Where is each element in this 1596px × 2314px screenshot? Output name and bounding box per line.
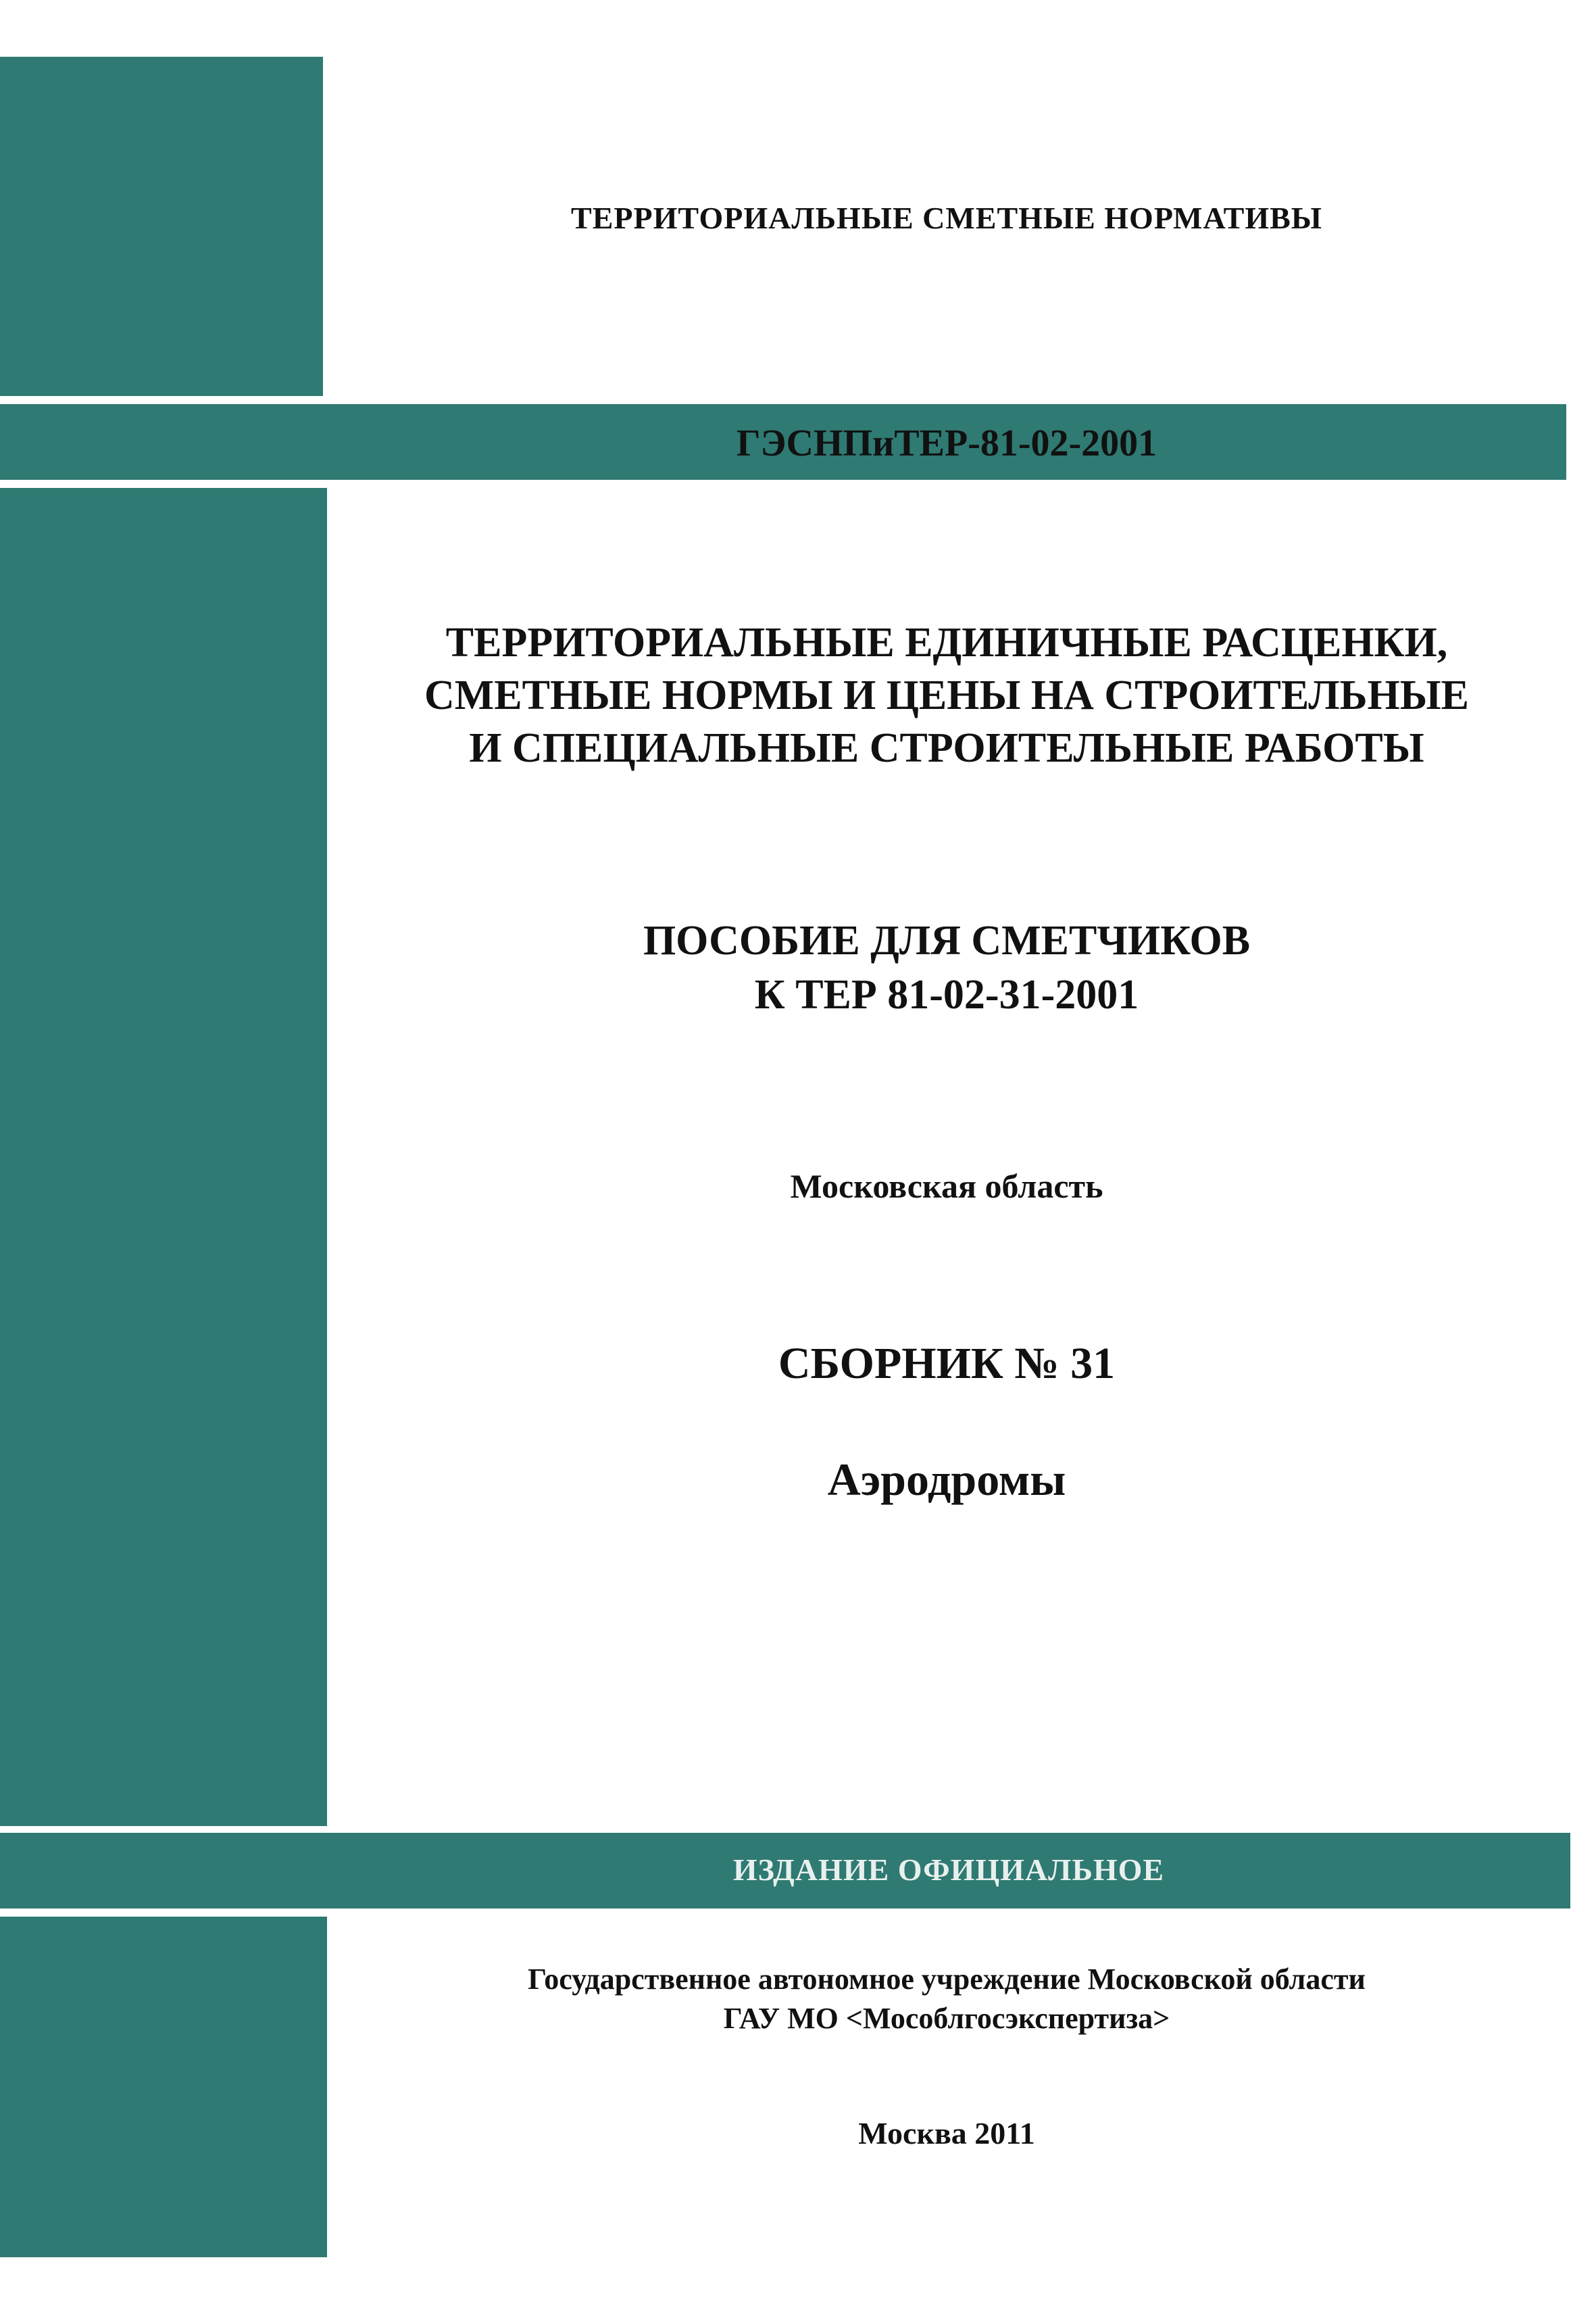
publisher bbox=[327, 1960, 1566, 2038]
main-title-line: ТЕРРИТОРИАЛЬНЫЕ ЕДИНИЧНЫЕ РАСЦЕНКИ, bbox=[445, 620, 1448, 666]
publisher-line: Государственное автономное учреждение Московской области bbox=[528, 1963, 1366, 1996]
main-title-line: И СПЕЦИАЛЬНЫЕ СТРОИТЕЛЬНЫЕ РАБОТЫ bbox=[469, 725, 1424, 771]
collection-number: СБОРНИК № 31 bbox=[778, 1339, 1116, 1388]
collection-topic: Аэродромы bbox=[827, 1454, 1066, 1505]
subtitle-line: К ТЕР 81-02-31-2001 bbox=[754, 972, 1139, 1018]
subtitle-line: ПОСОБИЕ ДЛЯ СМЕТЧИКОВ bbox=[643, 918, 1251, 964]
left-stripe-upper bbox=[0, 57, 323, 396]
publisher-line: ГАУ МО <Мособлгосэкспертиза> bbox=[723, 2002, 1170, 2035]
main-title-line: СМЕТНЫЕ НОРМЫ И ЦЕНЫ НА СТРОИТЕЛЬНЫЕ bbox=[424, 672, 1470, 718]
region-label: Московская область bbox=[790, 1167, 1103, 1205]
left-stripe-middle bbox=[0, 488, 327, 1826]
document-code: ГЭСНПиТЕР-81-02-2001 bbox=[736, 422, 1157, 464]
subtitle bbox=[327, 914, 1566, 1022]
series-title: ТЕРРИТОРИАЛЬНЫЕ СМЕТНЫЕ НОРМАТИВЫ bbox=[571, 201, 1322, 235]
edition-label: ИЗДАНИЕ ОФИЦИАЛЬНОЕ bbox=[732, 1852, 1165, 1887]
main-title bbox=[327, 616, 1566, 774]
city-year: Москва 2011 bbox=[858, 2116, 1035, 2150]
left-stripe-lower bbox=[0, 1917, 327, 2257]
